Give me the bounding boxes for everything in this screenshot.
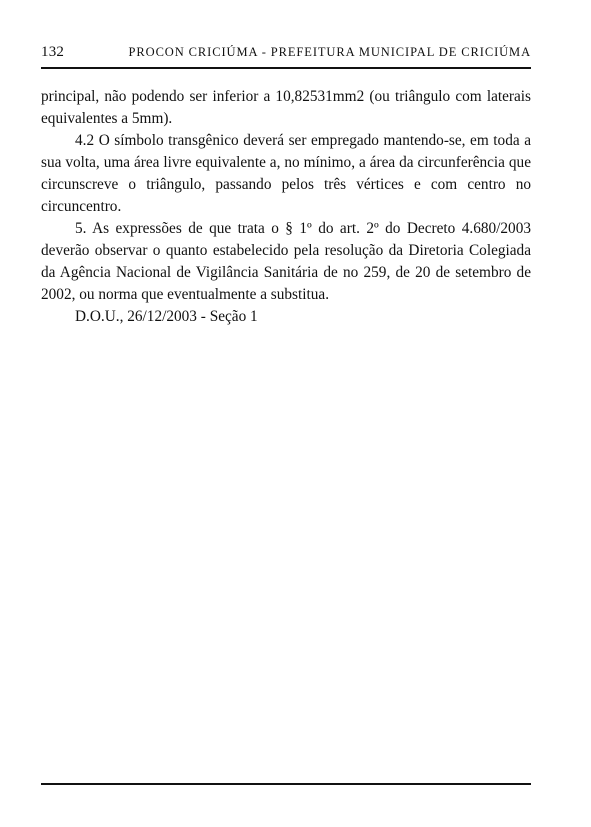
page-number: 132 bbox=[41, 44, 65, 60]
running-header-title: PROCON CRICIÚMA - PREFEITURA MUNICIPAL DE CRICIÚMA bbox=[128, 45, 531, 59]
source-citation: D.O.U., 26/12/2003 - Seção 1 bbox=[75, 308, 258, 325]
page-header bbox=[41, 41, 531, 69]
footer-rule bbox=[41, 783, 531, 785]
paragraph-item-5: 5. As expressões de que trata o § 1º do art. 2º do Decreto 4.680/2003 deverão observar o quanto estabelecido pela resolução da Diretoria Colegiada da Agência Nacional de Vigilância Sanitária de no 259, de 20 de setembro de 2002, ou norma que eventualmente a substitua. bbox=[41, 220, 531, 303]
paragraph-continuation: principal, não podendo ser inferior a 10,82531mm2 (ou triângulo com laterais equivalentes a 5mm). bbox=[41, 88, 531, 127]
paragraph-item-4-2: 4.2 O símbolo transgênico deverá ser empregado mantendo-se, em toda a sua volta, uma área livre equivalente a, no mínimo, a área da circunferência que circunscreve o triângulo, passando pelos três vértices e com centro no circuncentro. bbox=[41, 132, 531, 215]
body-text bbox=[41, 86, 531, 328]
